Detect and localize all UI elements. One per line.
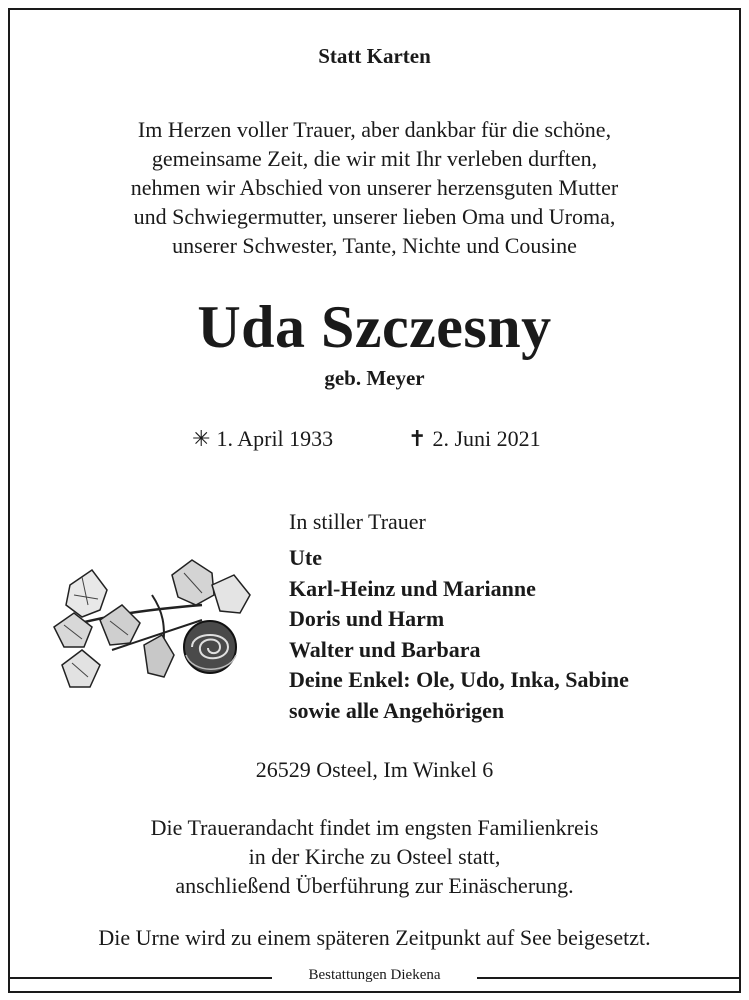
mourner-name: Deine Enkel: Ole, Udo, Inka, Sabine xyxy=(289,667,629,692)
deceased-name: Uda Szczesny xyxy=(197,294,552,360)
mourners-intro: In stiller Trauer xyxy=(289,509,426,534)
service-line: Die Trauerandacht findet im engsten Familienkreis xyxy=(150,815,599,840)
service-line: anschließend Überführung zur Einäscherung. xyxy=(175,873,574,898)
intro-line: Im Herzen voller Trauer, aber dankbar für die schöne, xyxy=(137,117,612,142)
mourner-name: Karl-Heinz und Marianne xyxy=(289,575,536,601)
intro-line: und Schwiegermutter, unserer lieben Oma und Uroma, xyxy=(133,204,616,229)
birth-star-icon: ✳ xyxy=(192,426,211,451)
service-info xyxy=(0,813,749,900)
intro-line: gemeinsame Zeit, die wir mit Ihr verleben durften, xyxy=(151,146,598,171)
death-date: 2. Juni 2021 xyxy=(432,426,541,451)
intro-line: unserer Schwester, Tante, Nichte und Cousine xyxy=(172,233,577,258)
undertaker-name: Bestattungen Diekena xyxy=(300,967,448,983)
mourner-name: sowie alle Angehörigen xyxy=(289,697,505,723)
death-date-group xyxy=(408,426,541,452)
mourner-name: Doris und Harm xyxy=(289,606,445,631)
header-title: Statt Karten xyxy=(318,44,431,68)
birth-date-group xyxy=(192,426,333,452)
mourner-name: Ute xyxy=(289,545,322,570)
born-name: geb. Meyer xyxy=(324,366,425,390)
address: 26529 Osteel, Im Winkel 6 xyxy=(255,757,494,782)
mourners-list xyxy=(289,543,629,726)
service-line: in der Kirche zu Osteel statt, xyxy=(248,844,501,869)
rose-icon xyxy=(52,555,262,695)
mourner-name: Walter und Barbara xyxy=(289,636,481,662)
intro-text xyxy=(0,115,749,260)
cross-icon: ✝ xyxy=(408,426,427,451)
urn-notice: Die Urne wird zu einem späteren Zeitpunkt auf See beigesetzt. xyxy=(98,925,651,950)
footer xyxy=(0,964,749,990)
birth-date: 1. April 1933 xyxy=(216,426,334,451)
intro-line: nehmen wir Abschied von unserer herzensguten Mutter xyxy=(130,175,619,200)
